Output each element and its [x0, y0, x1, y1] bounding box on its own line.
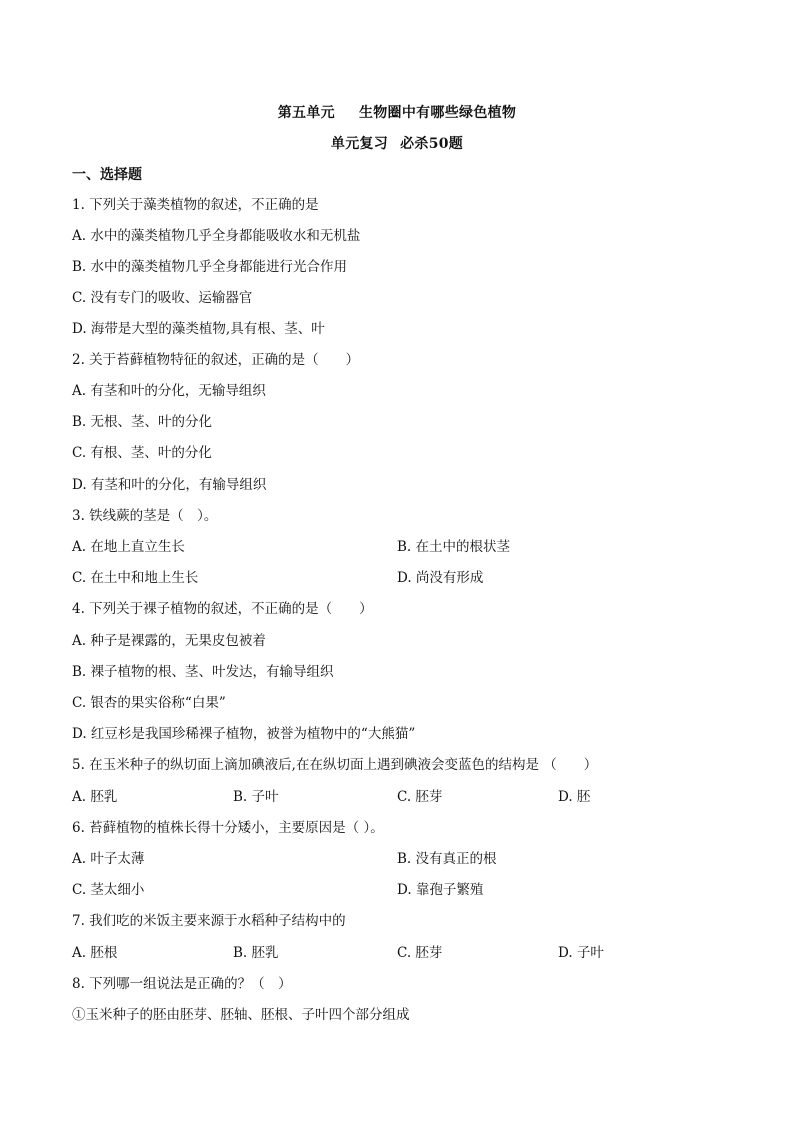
question-stem: 4. 下列关于裸子植物的叙述，不正确的是（ ）	[72, 601, 373, 617]
option-b: B. 裸子植物的根、茎、叶发达，有输导组织	[72, 664, 334, 680]
option-c: C. 茎太细小	[72, 882, 145, 898]
question-stem: 3. 铁线蕨的茎是（ ）。	[72, 508, 218, 524]
option-d: D. 有茎和叶的分化，有输导组织	[72, 477, 267, 493]
option-d: D. 尚没有形成	[397, 570, 484, 586]
option-a: A. 水中的藻类植物几乎全身都能吸收水和无机盐	[72, 228, 361, 244]
subtitle-count: 必杀50题	[400, 136, 464, 152]
option-d: D. 红豆杉是我国珍稀裸子植物，被誉为植物中的“大熊猫”	[72, 726, 416, 742]
question-stem: 5. 在玉米种子的纵切面上滴加碘液后,在在纵切面上遇到碘液会变蓝色的结构是 （ ）	[72, 757, 598, 773]
option-b: B. 水中的藻类植物几乎全身都能进行光合作用	[72, 259, 348, 275]
option-c: C. 有根、茎、叶的分化	[72, 445, 212, 461]
option-c: C. 胚芽	[397, 945, 443, 961]
option-a: A. 在地上直立生长	[72, 539, 185, 555]
option-d: D. 靠孢子繁殖	[397, 882, 484, 898]
option-a: A. 胚根	[72, 945, 118, 961]
title-unit: 第五单元	[277, 105, 335, 121]
option-d: D. 海带是大型的藻类植物,具有根、茎、叶	[72, 321, 325, 337]
question-stem: 6. 苔藓植物的植株长得十分矮小，主要原因是（ ）。	[72, 820, 384, 836]
option-c: C. 银杏的果实俗称“白果”	[72, 695, 226, 711]
subtitle-review: 单元复习	[330, 136, 389, 152]
title-topic: 生物圈中有哪些绿色植物	[358, 105, 517, 121]
question-stem: 2. 关于苔藓植物特征的叙述，正确的是（ ）	[72, 352, 360, 368]
option-c: C. 胚芽	[397, 789, 443, 805]
question-stem: 1. 下列关于藻类植物的叙述，不正确的是	[72, 197, 319, 213]
option-b: B. 胚乳	[233, 945, 279, 961]
option-b: B. 子叶	[233, 789, 279, 805]
option-a: A. 胚乳	[72, 789, 118, 805]
option-c: C. 没有专门的吸收、运输器官	[72, 290, 253, 306]
option-b: B. 在土中的根状茎	[397, 539, 511, 555]
option-a: A. 有茎和叶的分化，无输导组织	[72, 383, 266, 399]
option-b: B. 没有真正的根	[397, 851, 497, 867]
statement-item: ①玉米种子的胚由胚芽、胚轴、胚根、子叶四个部分组成	[72, 1007, 410, 1023]
option-a: A. 叶子太薄	[72, 851, 145, 867]
option-d: D. 子叶	[558, 945, 604, 961]
question-stem: 8. 下列哪一组说法是正确的？（ ）	[72, 976, 292, 992]
option-c: C. 在土中和地上生长	[72, 570, 199, 586]
option-d: D. 胚	[558, 789, 591, 805]
option-b: B. 无根、茎、叶的分化	[72, 414, 213, 430]
page-title	[0, 102, 794, 122]
page-subtitle	[0, 133, 794, 153]
option-a: A. 种子是裸露的，无果皮包被着	[72, 633, 266, 649]
question-stem: 7. 我们吃的米饭主要来源于水稻种子结构中的	[72, 913, 346, 929]
section-heading: 一、选择题	[72, 167, 142, 183]
